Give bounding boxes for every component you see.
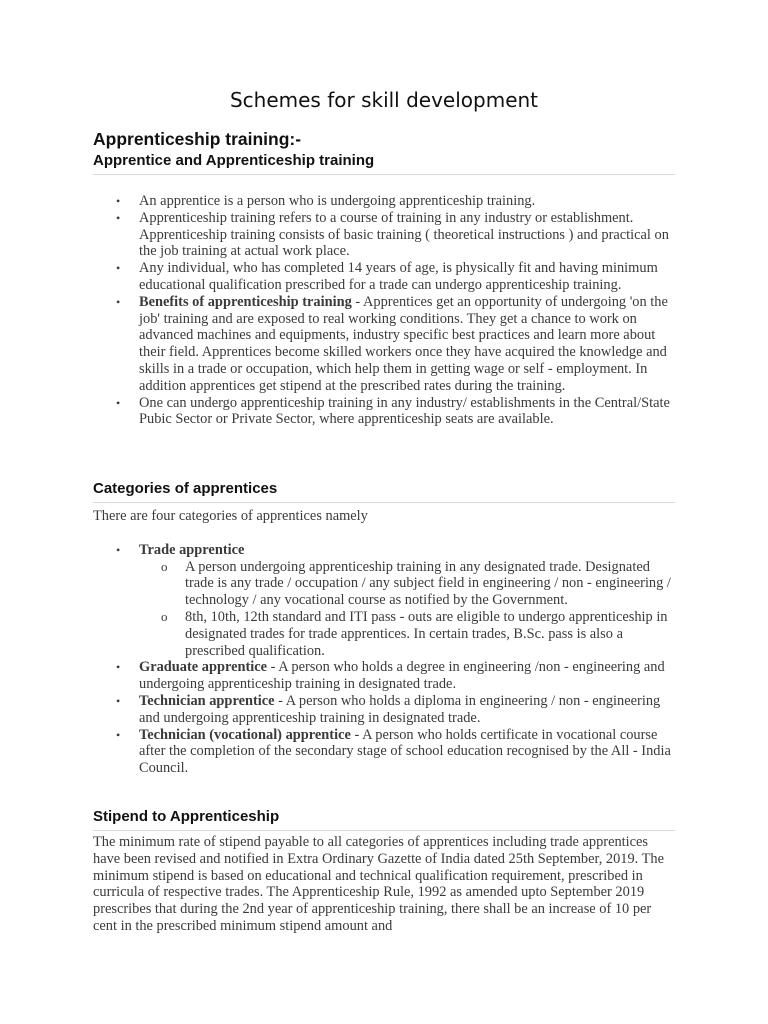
section-stipend [93, 808, 675, 935]
sub-list-item: o 8th, 10th, 12th standard and ITI pass - outs are eligible to undergo apprenticeship in designated trades for trade apprentices. In certain trades, B.Sc. pass is also a prescribed qualification. [161, 608, 668, 659]
list-item: • An apprentice is a person who is undergoing apprenticeship training. [116, 193, 536, 209]
term: Trade apprentice [139, 541, 245, 558]
sub-list [139, 559, 675, 660]
bullet-icon: • [116, 693, 121, 708]
bullet-icon: • [116, 261, 121, 276]
section-apprenticeship [93, 152, 675, 428]
section-categories [93, 480, 675, 777]
categories-list [93, 542, 675, 777]
stipend-paragraph: The minimum rate of stipend payable to all categories of apprentices including trade apprentices have been revised and notified in Extra Ordinary Gazette of India dated 25th September, 2019. The minimum stipend is based on educational and technical qualification requirement, prescribed in curricula of respective trades. The Apprenticeship Rule, 1992 as amended upto September 2019 prescribes that during the 2nd year of apprenticeship training, there shall be an increase of 10 per cent in the prescribed minimum stipend amount and [93, 834, 664, 934]
sub-list-item: o A person undergoing apprenticeship training in any designated trade. Designated trade is any trade / occupation / any subject field in engineering / non - engineering / technology / any vocational course as notified by the Government. [161, 558, 671, 609]
page-title: Schemes for skill development [229, 88, 539, 112]
bullet-icon: • [116, 294, 121, 309]
list-item: • Technician apprentice - A person who holds a diploma in engineering / non - engineering and undergoing apprenticeship training in designated trade. [116, 692, 661, 726]
term: Graduate apprentice [139, 659, 268, 676]
circle-bullet-icon: o [161, 558, 168, 574]
list-item: • Benefits of apprenticeship training - Apprentices get an opportunity of undergoing 'on the job' training and are exposed to real working conditions. They get a chance to work on advanced machines and equipments, industry specific best practices and learn more about their field. Apprentices become skilled workers once they have acquired the knowledge and skills in a trade or occupation, which help them in getting wage or self - employment. In addition apprentices get stipend at the prescribed rates during the training. [116, 293, 668, 394]
list-item: • Graduate apprentice - A person who holds a degree in engineering /non - engineering and undergoing apprenticeship training in designated trade. [116, 659, 665, 693]
bullet-icon: • [116, 194, 121, 208]
list-item: • One can undergo apprenticeship training in any industry/ establishments in the Central/State Pubic Sector or Private Sector, where apprenticeship seats are available. [116, 394, 670, 428]
list-item: • Apprenticeship training refers to a course of training in any industry or establishment. Apprenticeship training consists of basic training ( theoretical instructions ) and practical on the job training at actual work place. [116, 209, 669, 260]
bullet-icon: • [116, 542, 121, 557]
section-heading: Categories of apprentices [93, 480, 675, 503]
bullet-icon: • [116, 727, 121, 742]
term: Benefits of apprenticeship training [139, 293, 352, 310]
bullet-icon: • [116, 660, 121, 675]
section-heading: Apprentice and Apprenticeship training [93, 152, 675, 175]
term: Technician apprentice [139, 692, 275, 709]
circle-bullet-icon: o [161, 608, 168, 624]
list-item: • Any individual, who has completed 14 years of age, is physically fit and having minimum educational qualification prescribed for a trade can undergo apprenticeship training. [116, 260, 658, 293]
bullet-icon: • [116, 395, 121, 410]
list-item [93, 542, 675, 660]
section-intro: There are four categories of apprentices namely [93, 508, 368, 524]
section-heading: Stipend to Apprenticeship [93, 808, 675, 831]
bullet-icon: • [116, 210, 121, 225]
apprenticeship-list [93, 193, 675, 428]
list-item: • Technician (vocational) apprentice - A person who holds certificate in vocational course after the completion of the secondary stage of school education recognised by the All - India Council. [116, 726, 671, 777]
main-heading: Apprenticeship training:- [93, 129, 302, 149]
term: Technician (vocational) apprentice [139, 726, 351, 743]
